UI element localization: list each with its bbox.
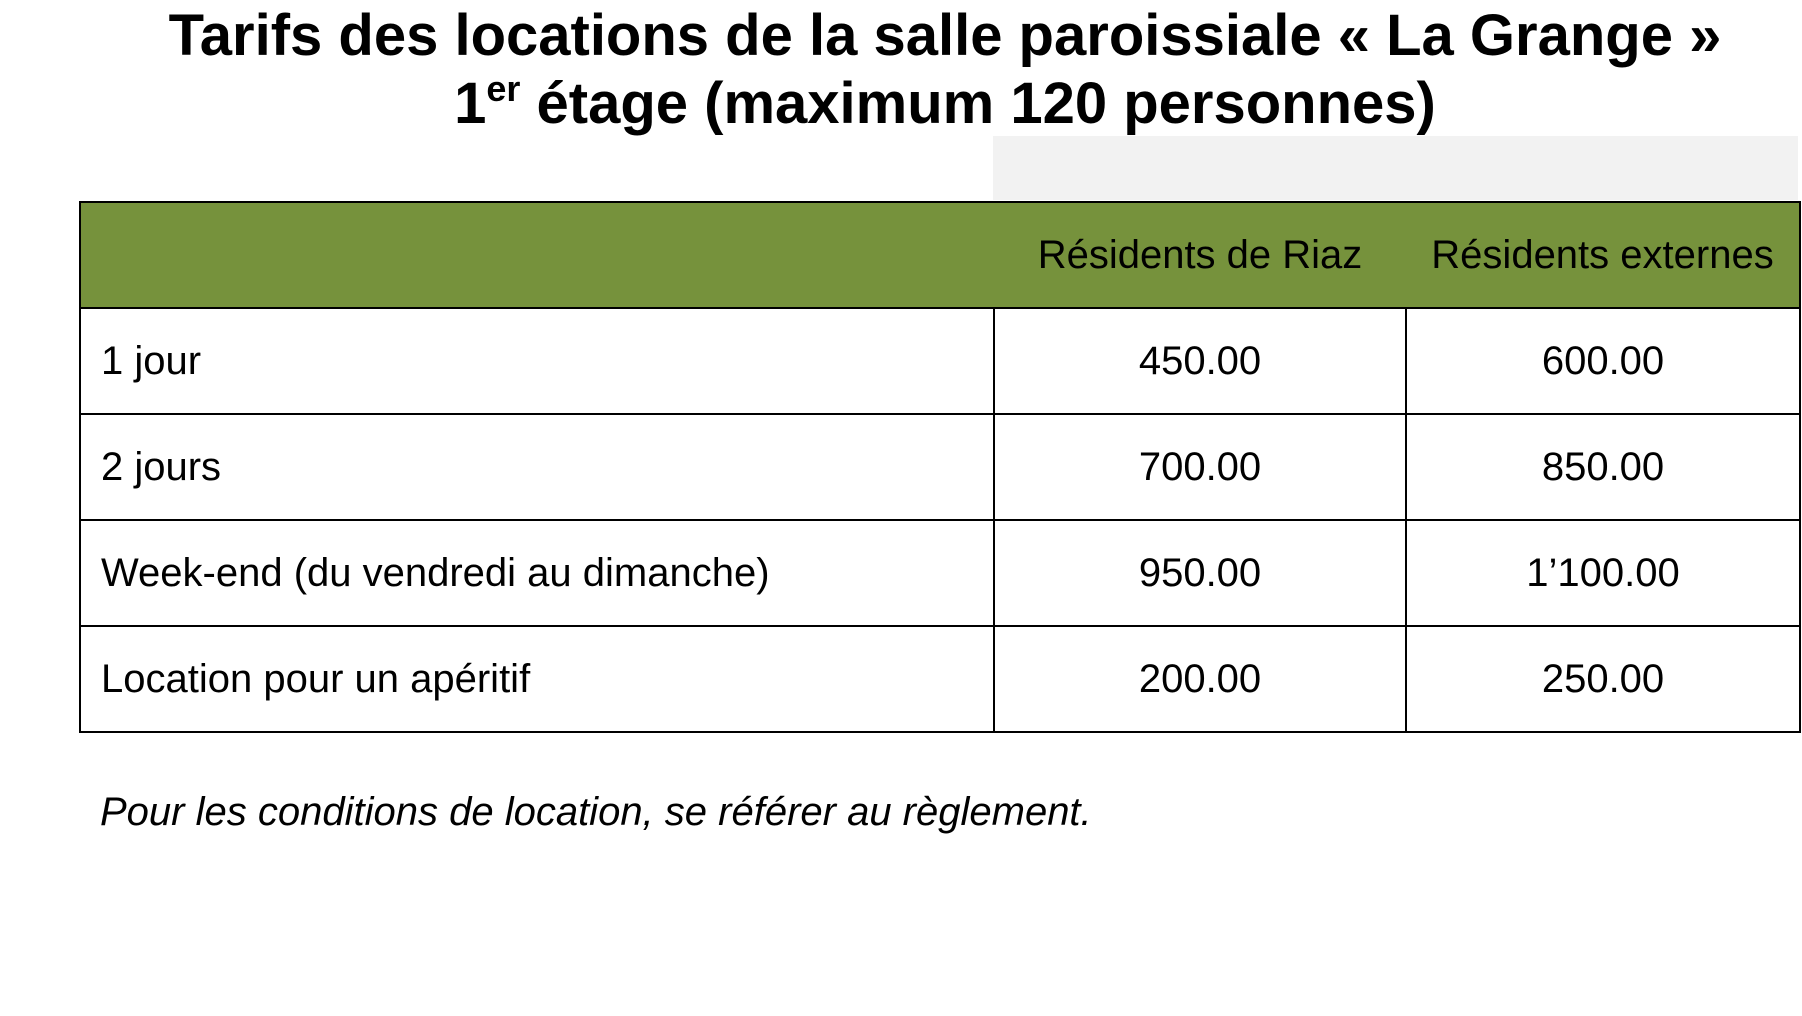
table-row xyxy=(80,626,1800,732)
table-header-row xyxy=(80,202,1800,308)
pricing-table xyxy=(79,201,1801,733)
table-row xyxy=(80,308,1800,414)
rental-conditions-note: Pour les conditions de location, se référer au règlement. xyxy=(100,790,1092,834)
subtitle-text: étage (maximum 120 personnes) xyxy=(520,71,1436,136)
page-title: Tarifs des locations de la salle paroissiale « La Grange » xyxy=(168,3,1722,68)
row-label: Location pour un apéritif xyxy=(80,626,994,732)
price-externes: 850.00 xyxy=(1406,414,1800,520)
header-grey-band xyxy=(993,136,1798,200)
table-row xyxy=(80,414,1800,520)
price-externes: 600.00 xyxy=(1406,308,1800,414)
table-row xyxy=(80,520,1800,626)
row-label: 1 jour xyxy=(80,308,994,414)
row-label: Week-end (du vendredi au dimanche) xyxy=(80,520,994,626)
subtitle-number: 1 xyxy=(454,71,487,136)
price-riaz: 200.00 xyxy=(994,626,1406,732)
price-externes: 1’100.00 xyxy=(1406,520,1800,626)
price-riaz: 450.00 xyxy=(994,308,1406,414)
page-subtitle xyxy=(0,70,1802,145)
row-label: 2 jours xyxy=(80,414,994,520)
price-externes: 250.00 xyxy=(1406,626,1800,732)
header-cell-residents-riaz: Résidents de Riaz xyxy=(994,202,1406,308)
header-cell-residents-externes: Résidents externes xyxy=(1406,202,1800,308)
header-cell-empty xyxy=(80,202,994,308)
subtitle-superscript: er xyxy=(486,68,521,109)
price-riaz: 700.00 xyxy=(994,414,1406,520)
price-riaz: 950.00 xyxy=(994,520,1406,626)
